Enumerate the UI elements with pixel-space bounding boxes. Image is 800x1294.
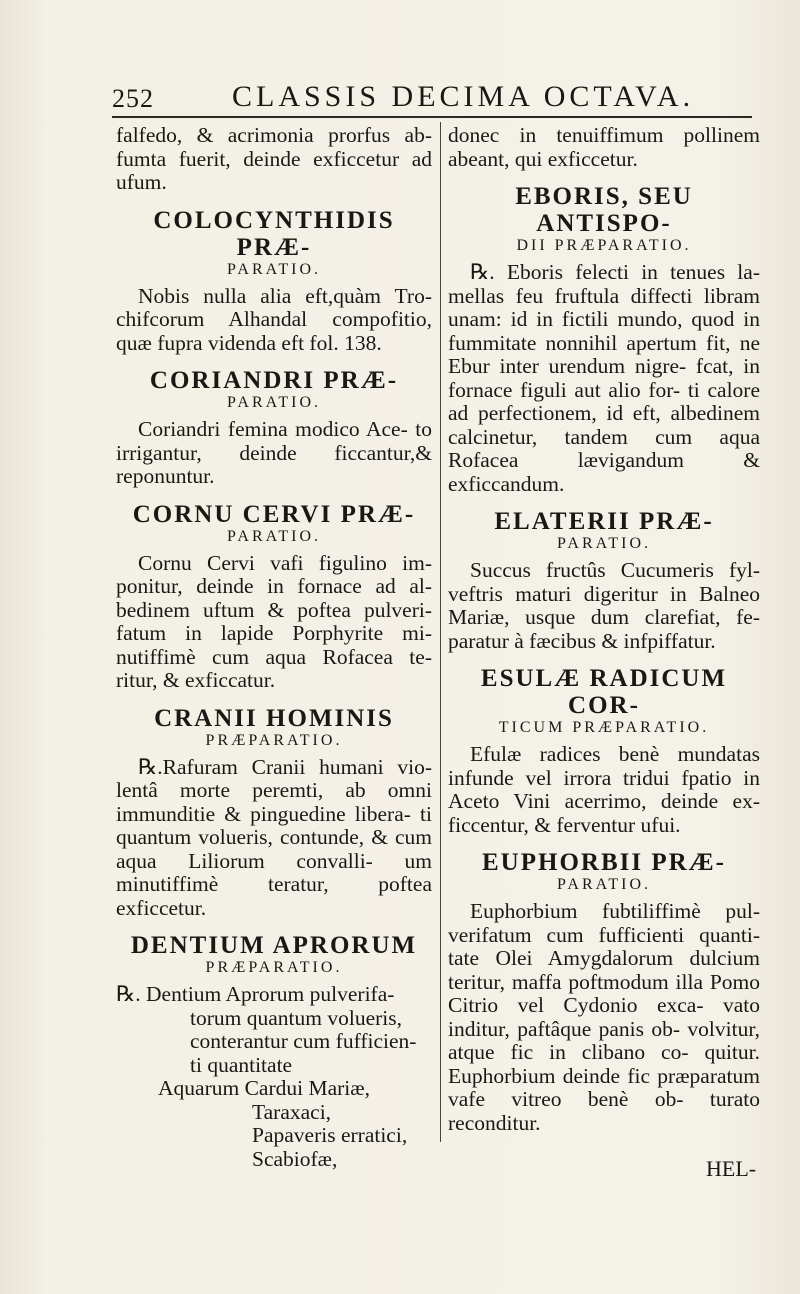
section-subheading: TICUM PRÆPARATIO. [498, 719, 710, 736]
section-heading: ELATERII PRÆ- [494, 508, 714, 535]
section-subheading: PRÆPARATIO. [205, 731, 343, 749]
continued-text: falfedo, & acrimonia prorfus ab- fumta fuerit, deinde exficcetur ad ufum. [116, 123, 432, 194]
recipe-line: torum quantum volueris, [190, 1005, 402, 1030]
section-body: Euphorbium fubtiliffimè pul- verifatum cum fufficienti quanti- tate Olei Amygdalorum dulcium teritur, maffa poftmodum illa Pomo Citrio vel Cydonio exca- vato inditur, paftâque panis ob- volvitur, atque fic in clibano co- quitur. Euphorbium deinde fic præparatum vafe vitreo benè ob- turato reconditur. [448, 899, 760, 1135]
recipe-line: conterantur cum fufficien- [190, 1029, 417, 1053]
catchword: HEL- [706, 1156, 757, 1181]
section-heading: ESULÆ RADICUM COR- [480, 665, 728, 719]
section-heading: COLOCYNTHIDIS PRÆ- [153, 206, 395, 261]
running-head: CLASSIS DECIMA OCTAVA. [232, 80, 695, 113]
section-body: ℞. Eboris felecti in tenues la- mellas feu fruftula diffecti libram unam: id in fictili mundo, quod in fummitate nonnihil apertum fit, ne Ebur inter urendum nigre- fcat, in fornace figuli aut alio for- ti calore ad perfectionem, id eft, albedinem calcinetur, tandem cum aqua Rofacea lævigandum & exficcandum. [448, 260, 760, 496]
section-heading: CORIANDRI PRÆ- [149, 367, 399, 394]
left-column [116, 124, 432, 1171]
header-rule [112, 116, 752, 118]
page-header [112, 80, 752, 120]
page-number: 252 [112, 84, 154, 113]
section-body: Nobis nulla alia eft,quàm Tro- chifcorum Alhandal compofitio, quæ fupra videnda eft fol. 138. [116, 283, 432, 355]
section-subheading: PARATIO. [226, 527, 322, 545]
section-heading: EBORIS, SEU ANTISPO- [515, 183, 693, 237]
section-heading: CORNU CERVI PRÆ- [132, 500, 416, 528]
section-subheading: DII PRÆPARATIO. [516, 237, 692, 254]
section-subheading: PARATIO. [556, 535, 652, 552]
recipe-line: ℞. Dentium Aprorum pulverifa- [116, 982, 395, 1006]
section-heading: CRANII HOMINIS [154, 704, 394, 732]
section-heading: DENTIUM APRORUM [130, 932, 418, 959]
section-subheading: PARATIO. [226, 394, 322, 411]
section-body: ℞.Rafuram Cranii humani vio- lentâ morte peremti, ab omni immunditie & pinguedine libera- ti quantum volueris, contunde, & cum aqua Liliorum convalli- um minutiffimè teratur, poftea exficcetur. [116, 754, 432, 920]
section-body: Efulæ radices benè mundatas infunde vel irrora tridui fpatio in Aceto Vini acerrimo, deinde ex- ficcentur, & ferventur ufui. [448, 742, 760, 837]
ingredient-item: Papaveris erratici, [252, 1123, 408, 1147]
section-body: Coriandri femina modico Ace- to irrigantur, deinde ficcantur,& reponuntur. [116, 417, 432, 488]
ingredient-item: Taraxaci, [252, 1099, 332, 1124]
recipe-line: ti quantitate [190, 1052, 293, 1077]
section-subheading: PARATIO. [556, 876, 652, 893]
section-heading: EUPHORBII PRÆ- [482, 849, 726, 876]
section-subheading: PARATIO. [226, 260, 322, 278]
continued-text: donec in tenuiffimum pollinem abeant, qui exficcetur. [448, 123, 760, 171]
ingredient-item: Scabiofæ, [252, 1146, 338, 1171]
column-divider [440, 122, 441, 1142]
right-column [448, 124, 760, 1135]
section-subheading: PRÆPARATIO. [205, 959, 343, 976]
ingredient-item: Aquarum Cardui Mariæ, [158, 1076, 370, 1100]
section-body: Cornu Cervi vafi figulino im- ponitur, deinde in fornace ad al- bedinem uftum & poftea pulveri- fatum in lapide Porphyrite mi- nutiffimè cum aqua Rofacea te- ritur, & exficcatur. [116, 550, 432, 692]
section-body: Succus fructûs Cucumeris fyl- veftris maturi digeritur in Balneo Mariæ, usque dum clarefiat, fe- paratur à fæcibus & infpiffatur. [448, 558, 760, 653]
